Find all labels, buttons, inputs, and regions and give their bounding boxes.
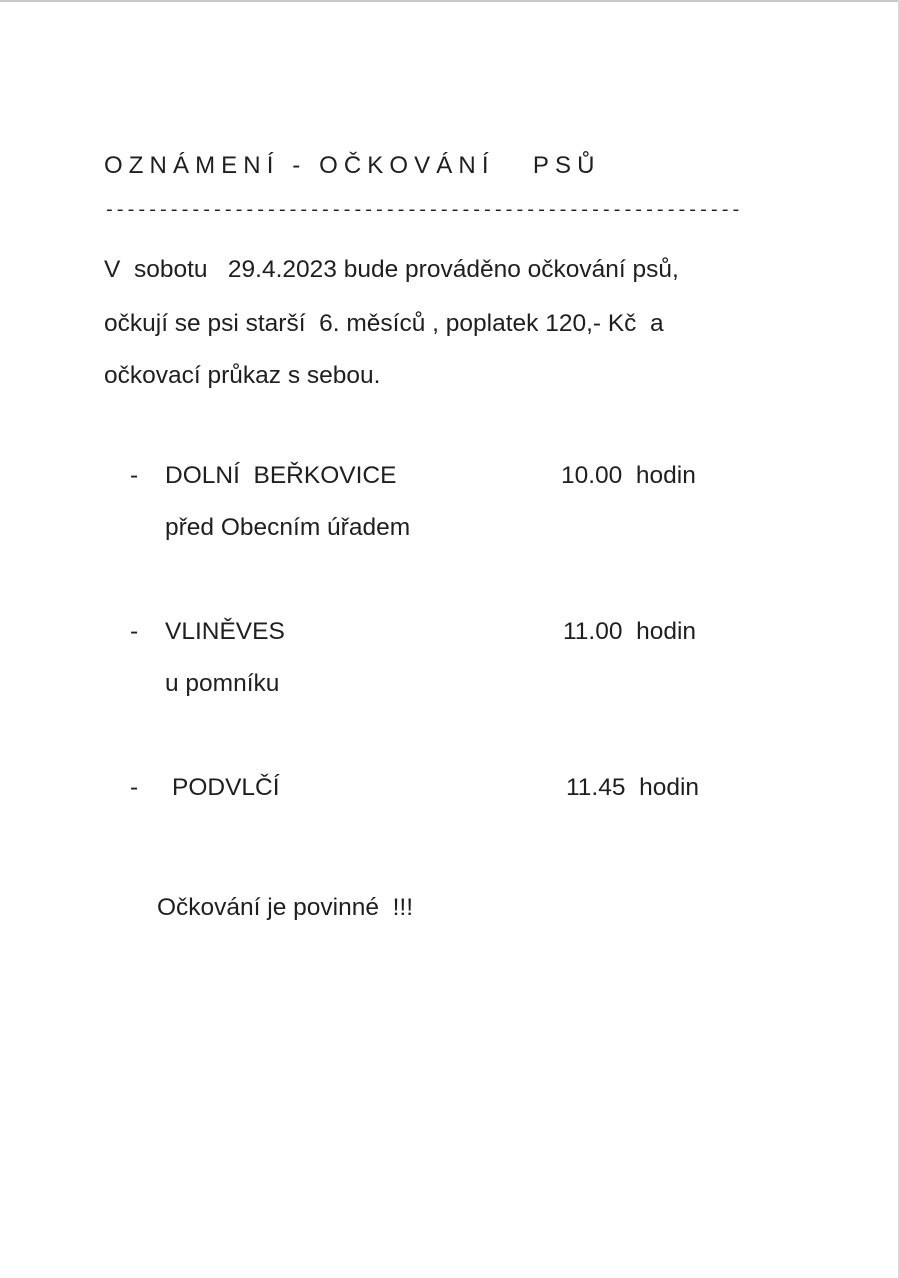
stop-bullet: - [130,774,139,801]
announcement-title: OZNÁMENÍ - OČKOVÁNÍ PSŮ [104,152,601,179]
stop-place: VLINĚVES [165,618,285,645]
intro-line-2: očkují se psi starší 6. měsíců , poplatek 120,- Kč a [104,310,664,337]
stop-place: PODVLČÍ [172,774,280,801]
stop-time: 11.00 hodin [563,618,697,645]
title-divider: ----------------------------------------------------------- [104,201,742,221]
stop-place: DOLNÍ BEŘKOVICE [165,462,397,489]
stop-time: 10.00 hodin [561,462,696,489]
stop-time: 11.45 hodin [566,774,700,801]
intro-line-3: očkovací průkaz s sebou. [104,362,381,389]
stop-location-detail: před Obecním úřadem [165,514,411,541]
stop-bullet: - [130,462,139,489]
stop-location-detail: u pomníku [165,670,280,697]
stop-bullet: - [130,618,139,645]
page-edge-top [0,0,900,2]
intro-line-1: V sobotu 29.4.2023 bude prováděno očkování psů, [104,256,679,283]
mandatory-note: Očkování je povinné !!! [157,894,414,921]
